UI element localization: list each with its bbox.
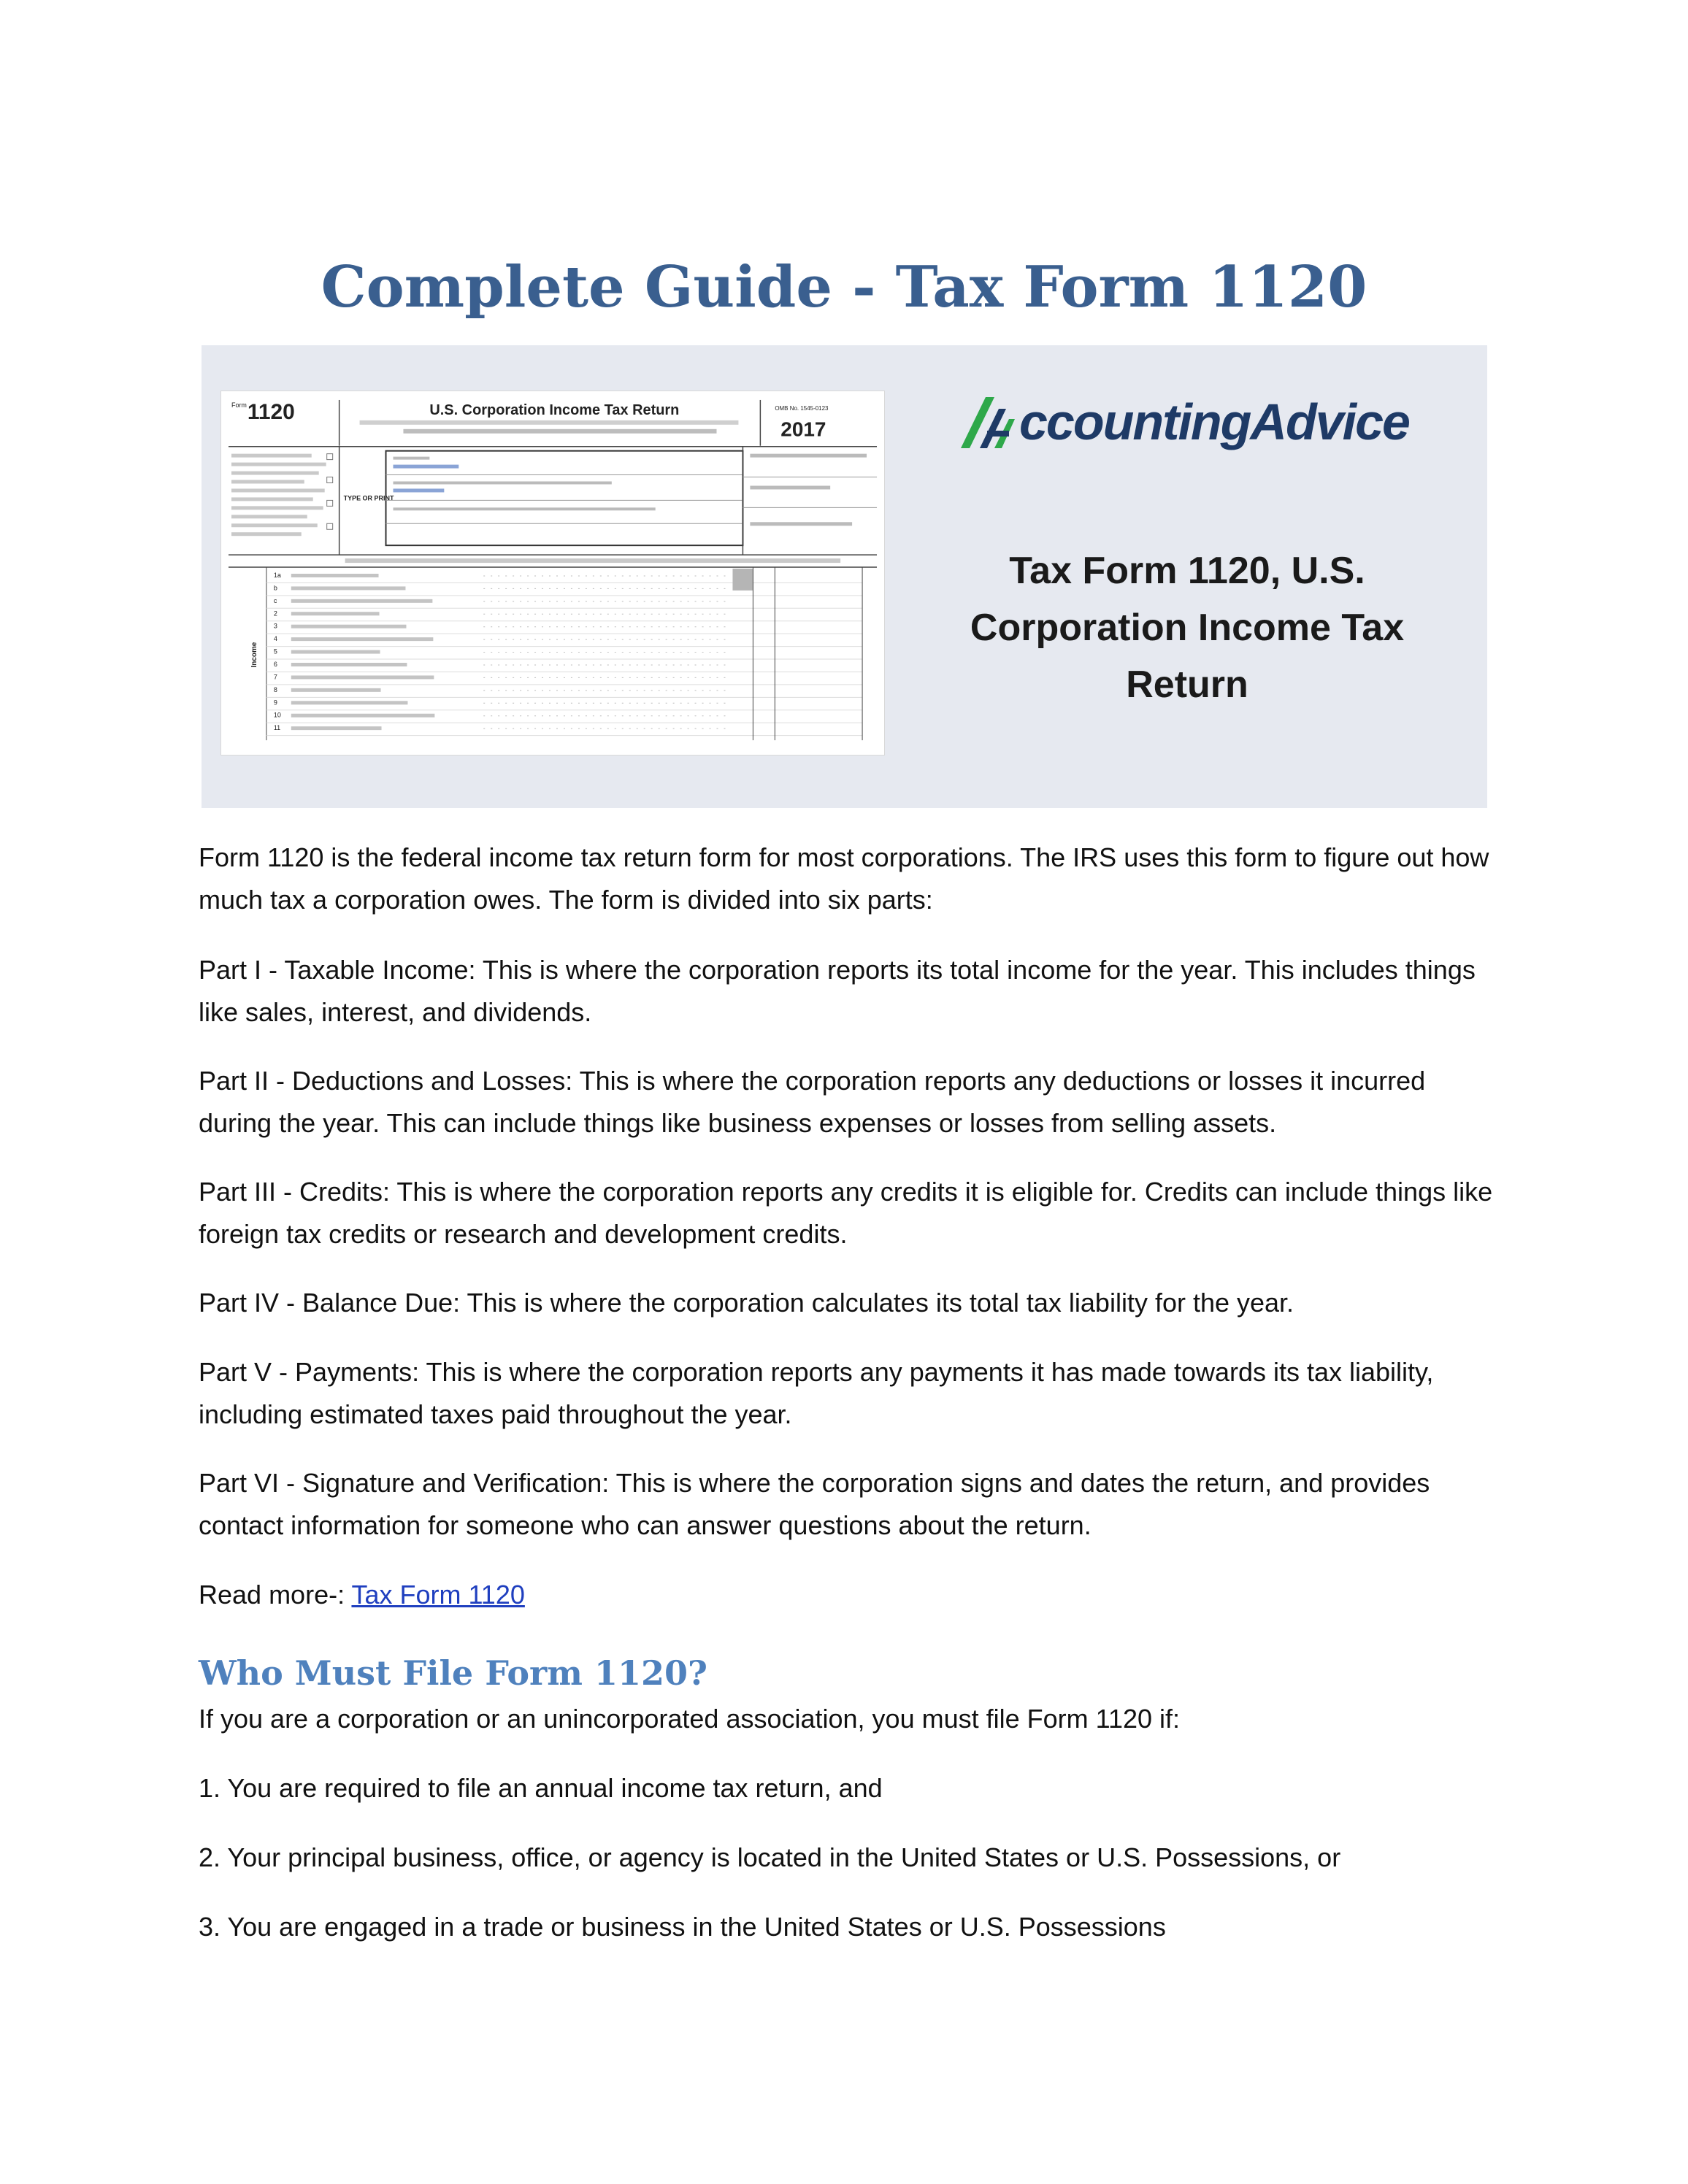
list-item: 1. You are required to file an annual income tax return, and [199, 1773, 883, 1803]
income-section-label: Income [250, 642, 258, 668]
form-line-text [291, 701, 408, 704]
form-1120-thumbnail [220, 391, 885, 755]
form-number: 1120 [247, 399, 295, 424]
list-item: 2. Your principal business, office, or agency is located in the United States or U.S. Possessions, or [199, 1842, 1341, 1872]
part-5-paragraph: Part V - Payments: This is where the corporation reports any payments it has made towards its tax liability, including estimated taxes paid throughout the year. [199, 1357, 1434, 1429]
form-line-number: 8 [273, 685, 277, 693]
part-1-paragraph: Part I - Taxable Income: This is where the corporation reports its total income for the year. This includes things like sales, interest, and dividends. [199, 955, 1476, 1027]
read-more-label: Read more-: [199, 1580, 352, 1610]
part-3-paragraph: Part III - Credits: This is where the corporation reports any credits it is eligible for. Credits can include things like foreign tax credits or research and development credits. [199, 1177, 1493, 1249]
form-line-number: 11 [273, 724, 281, 732]
banner-image [202, 345, 1487, 808]
form-line-text [291, 663, 407, 666]
form-line-number: 6 [273, 660, 277, 668]
banner-caption-line: Return [1126, 664, 1248, 706]
list-item: 3. You are engaged in a trade or business in the United States or U.S. Possessions [199, 1912, 1166, 1942]
form-line-text [291, 650, 380, 654]
form-line-number: 2 [273, 610, 277, 618]
form-line-text [291, 586, 406, 590]
type-or-print-label: TYPE OR PRINT [343, 494, 394, 502]
tax-form-1120-link[interactable]: Tax Form 1120 [351, 1580, 525, 1610]
form-line-text [291, 599, 433, 603]
logo-mark-icon [958, 393, 1024, 451]
page-title: Complete Guide - Tax Form 1120 [321, 254, 1367, 320]
form-line-number: 5 [273, 647, 277, 655]
section-heading-who-must-file: Who Must File Form 1120? [199, 1653, 707, 1693]
intro-paragraph: Form 1120 is the federal income tax return form for most corporations. The IRS uses this form to figure out how much tax a corporation owes. The form is divided into six parts: [199, 842, 1489, 915]
form-line-number: 10 [273, 711, 281, 719]
form-line-number: b [273, 584, 277, 592]
form-line-number: 7 [273, 673, 277, 681]
form-line-number: 9 [273, 699, 277, 707]
form-year: 2017 [780, 418, 826, 441]
form-line-text [291, 675, 434, 679]
form-prefix: Form [231, 401, 247, 409]
form-heading: U.S. Corporation Income Tax Return [429, 401, 680, 418]
form-line-text [291, 637, 434, 641]
form-line-number: c [273, 596, 277, 604]
form-line-number: 1a [273, 571, 281, 579]
form-line-text [291, 574, 379, 577]
omb-number: OMB No. 1545-0123 [775, 404, 829, 412]
logo-wordmark [1019, 393, 1409, 450]
form-line-text [291, 612, 380, 615]
section-intro: If you are a corporation or an unincorporated association, you must file Form 1120 if: [199, 1704, 1181, 1734]
accountingadvice-logo [958, 389, 1425, 455]
form-line-text [291, 625, 407, 628]
form-line-text [291, 726, 382, 730]
part-6-paragraph: Part VI - Signature and Verification: This is where the corporation signs and dates the return, and provides contact information for someone who can answer questions about the return. [199, 1468, 1430, 1540]
form-line-text [291, 688, 381, 692]
form-line-number: 3 [273, 622, 277, 630]
banner-caption [932, 542, 1443, 713]
banner-caption-line: Tax Form 1120, U.S. [1009, 550, 1365, 592]
read-more [199, 1574, 1505, 1616]
part-2-paragraph: Part II - Deductions and Losses: This is where the corporation reports any deductions or losses it incurred during the year. This can include things like business expenses or losses from selling assets. [199, 1066, 1426, 1138]
banner-caption-line: Corporation Income Tax [970, 607, 1405, 649]
form-line-number: 4 [273, 635, 277, 643]
form-line-text [291, 714, 435, 718]
part-4-paragraph: Part IV - Balance Due: This is where the corporation calculates its total tax liability for the year. [199, 1288, 1294, 1318]
logo-word-advice: Advice [1250, 393, 1409, 450]
logo-word-accounting: ccounting [1019, 393, 1251, 450]
